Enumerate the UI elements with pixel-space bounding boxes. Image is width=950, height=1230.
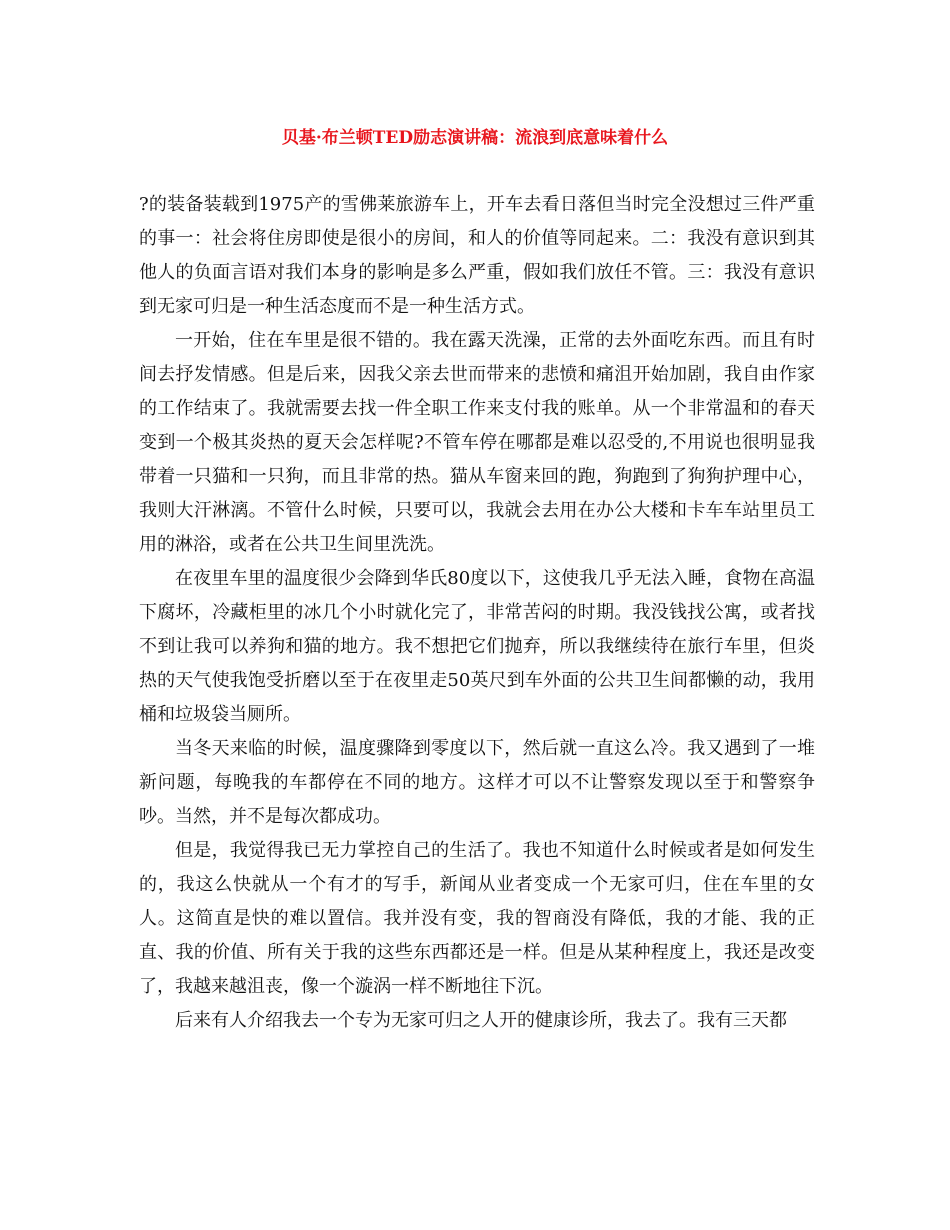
- paragraph: 在夜里车里的温度很少会降到华氏80度以下，这使我几乎无法入睡，食物在高温下腐坏，冷藏柜里的冰几个小时就化完了，非常苦闷的时期。我没钱找公寓，或者找不到让我可以养狗和猫的地方。我不想把它们抛弃，所以我继续待在旅行车里，但炎热的天气使我饱受折磨以至于在夜里走50英尺到车外面的公共卫生间都懒的动，我用桶和垃圾袋当厕所。: [139, 568, 815, 725]
- paragraph: ?的装备装载到1975产的雪佛莱旅游车上，开车去看日落但当时完全没想过三件严重的事一：社会将住房即使是很小的房间，和人的价值等同起来。二：我没有意识到其他人的负面言语对我们本身的影响是多么严重，假如我们放任不管。三：我没有意识到无家可归是一种生活态度而不是一种生活方式。: [139, 194, 815, 317]
- paragraph: 后来有人介绍我去一个专为无家可归之人开的健康诊所，我去了。我有三天都: [175, 1010, 787, 1031]
- paragraph: 当冬天来临的时候，温度骤降到零度以下，然后就一直这么冷。我又遇到了一堆新问题，每晚我的车都停在不同的地方。这样才可以不让警察发现以至于和警察争吵。当然，并不是每次都成功。: [139, 738, 815, 827]
- document-body: [139, 188, 815, 1038]
- paragraph: 一开始，住在车里是很不错的。我在露天洗澡，正常的去外面吃东西。而且有时间去抒发情感。但是后来，因我父亲去世而带来的悲愤和痛沮开始加剧，我自由作家的工作结束了。我就需要去找一件全职工作来支付我的账单。从一个非常温和的春天变到一个极其炎热的夏天会怎样呢?不管车停在哪都是难以忍受的,不用说也很明显我带着一只猫和一只狗，而且非常的热。猫从车窗来回的跑，狗跑到了狗狗护理中心，我则大汗淋漓。不管什么时候，只要可以，我就会去用在办公大楼和卡车车站里员工用的淋浴，或者在公共卫生间里洗洗。: [139, 330, 815, 555]
- document-title: 贝基·布兰顿TED励志演讲稿：流浪到底意味着什么: [281, 128, 669, 148]
- paragraph: 但是，我觉得我已无力掌控自己的生活了。我也不知道什么时候或者是如何发生的，我这么快就从一个有才的写手，新闻从业者变成一个无家可归，住在车里的女人。这简直是快的难以置信。我并没有变，我的智商没有降低，我的才能、我的正直、我的价值、所有关于我的这些东西都还是一样。但是从某种程度上，我还是改变了，我越来越沮丧，像一个漩涡一样不断地往下沉。: [139, 840, 815, 997]
